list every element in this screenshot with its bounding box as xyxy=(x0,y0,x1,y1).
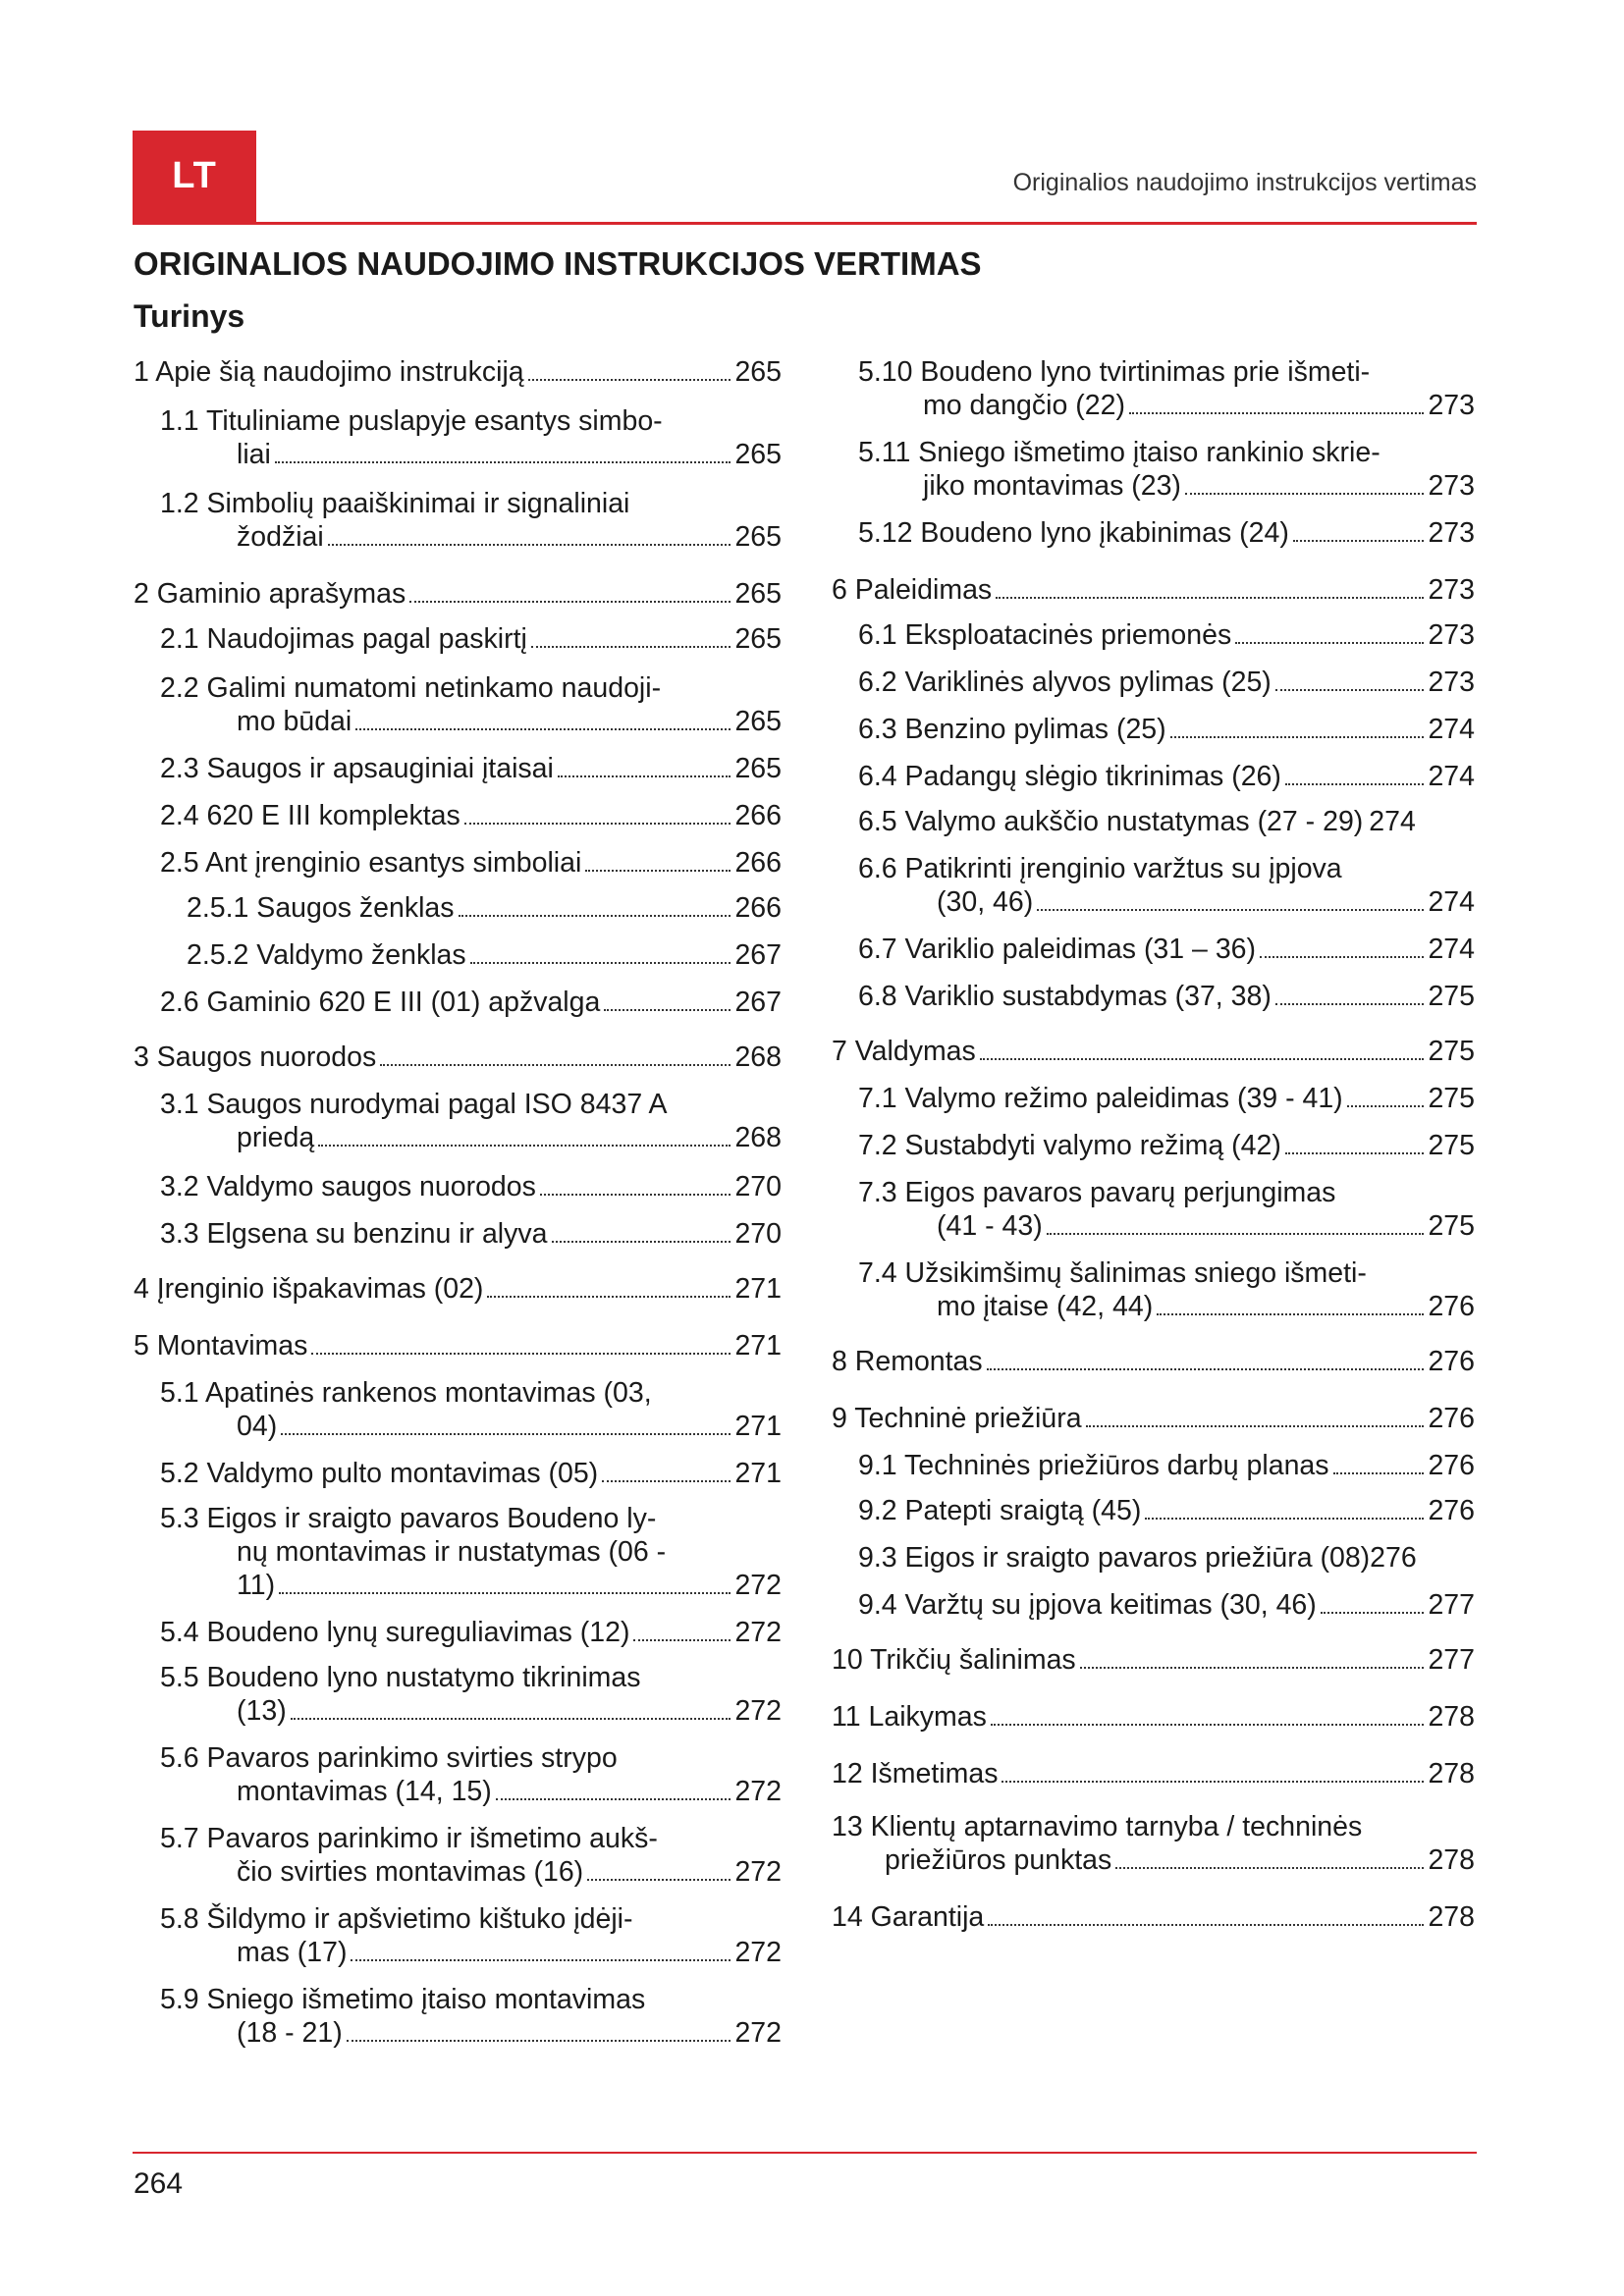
toc-entry[interactable]: 5.4 Boudeno lynų sureguliavimas (12) 272 xyxy=(160,1617,782,1648)
toc-entry[interactable]: 2.4 620 E III komplektas 266 xyxy=(160,800,782,831)
toc-entry[interactable]: 1 Apie šią naudojimo instrukciją 265 xyxy=(134,356,782,388)
toc-entry[interactable]: 6.1 Eksploatacinės priemonės 273 xyxy=(858,619,1475,651)
toc-entry[interactable]: 12 Išmetimas 278 xyxy=(832,1758,1475,1789)
document-title: ORIGINALIOS NAUDOJIMO INSTRUKCIJOS VERTIMAS xyxy=(134,245,982,282)
toc-entry[interactable]: 2.2 Galimi numatomi netinkamo naudoji- xyxy=(160,672,662,704)
toc-entry[interactable]: 7 Valdymas 275 xyxy=(832,1036,1475,1067)
toc-entry[interactable]: 5.9 Sniego išmetimo įtaiso montavimas xyxy=(160,1984,646,2015)
toc-entry[interactable]: 5.3 Eigos ir sraigto pavaros Boudeno ly- xyxy=(160,1503,657,1534)
toc-entry[interactable]: 9.3 Eigos ir sraigto pavaros priežiūra (08) 276 xyxy=(858,1542,1417,1574)
toc-entry[interactable]: 9.1 Techninės priežiūros darbų planas 276 xyxy=(858,1450,1475,1481)
toc-entry-cont[interactable]: 04) 271 xyxy=(237,1411,782,1442)
toc-entry[interactable]: 5.5 Boudeno lyno nustatymo tikrinimas xyxy=(160,1662,641,1693)
toc-entry[interactable]: 6.8 Variklio sustabdymas (37, 38) 275 xyxy=(858,981,1475,1012)
toc-entry[interactable]: 13 Klientų aptarnavimo tarnyba / techninės xyxy=(832,1811,1363,1842)
toc-entry[interactable]: 6.7 Variklio paleidimas (31 – 36) 274 xyxy=(858,934,1475,965)
toc-left-column xyxy=(134,355,782,2050)
toc-entry[interactable]: 2.6 Gaminio 620 E III (01) apžvalga 267 xyxy=(160,987,782,1018)
toc-entry[interactable]: 3 Saugos nuorodos 268 xyxy=(134,1041,782,1073)
toc-entry-cont[interactable]: montavimas (14, 15) 272 xyxy=(237,1776,782,1807)
toc-entry-cont[interactable]: mas (17) 272 xyxy=(237,1937,782,1968)
toc-entry[interactable]: 5.6 Pavaros parinkimo svirties strypo xyxy=(160,1742,618,1774)
toc-entry[interactable]: 5.1 Apatinės rankenos montavimas (03, xyxy=(160,1377,652,1409)
toc-entry[interactable]: 10 Trikčių šalinimas 277 xyxy=(832,1644,1475,1676)
toc-entry[interactable]: 7.2 Sustabdyti valymo režimą (42) 275 xyxy=(858,1130,1475,1161)
toc-entry[interactable]: 1.2 Simbolių paaiškinimai ir signaliniai xyxy=(160,488,630,519)
running-header-title: Originalios naudojimo instrukcijos vertimas xyxy=(1012,169,1477,196)
toc-entry-mid[interactable]: nų montavimas ir nustatymas (06 - xyxy=(237,1536,667,1568)
toc-entry[interactable]: 6.3 Benzino pylimas (25) 274 xyxy=(858,714,1475,745)
toc-entry[interactable]: 5 Montavimas 271 xyxy=(134,1330,782,1362)
toc-entry[interactable]: 7.1 Valymo režimo paleidimas (39 - 41) 275 xyxy=(858,1083,1475,1114)
toc-entry-cont[interactable]: (30, 46) 274 xyxy=(937,886,1475,918)
toc-entry[interactable]: 5.2 Valdymo pulto montavimas (05) 271 xyxy=(160,1458,782,1489)
toc-entry[interactable]: 9.2 Patepti sraigtą (45) 276 xyxy=(858,1495,1475,1526)
language-badge: LT xyxy=(133,131,256,222)
toc-entry[interactable]: 11 Laikymas 278 xyxy=(832,1701,1475,1733)
toc-entry-cont[interactable]: 11) 272 xyxy=(237,1570,782,1601)
toc-entry-cont[interactable]: mo būdai 265 xyxy=(237,706,782,737)
toc-entry[interactable]: 5.8 Šildymo ir apšvietimo kištuko įdėji- xyxy=(160,1903,633,1935)
toc-entry[interactable]: 5.10 Boudeno lyno tvirtinimas prie išmeti- xyxy=(858,356,1371,388)
toc-entry-cont[interactable]: (18 - 21) 272 xyxy=(237,2017,782,2049)
toc-entry-cont[interactable]: priežiūros punktas 278 xyxy=(885,1844,1475,1876)
toc-entry[interactable]: 2.5.2 Valdymo ženklas 267 xyxy=(187,939,782,971)
toc-entry[interactable]: 9 Techninė priežiūra 276 xyxy=(832,1403,1475,1434)
toc-entry-cont[interactable]: mo dangčio (22) 273 xyxy=(923,390,1475,421)
toc-entry[interactable]: 1.1 Tituliniame puslapyje esantys simbo- xyxy=(160,405,663,437)
footer-divider xyxy=(133,2152,1477,2154)
toc-entry[interactable]: 2.5.1 Saugos ženklas 266 xyxy=(187,892,782,924)
toc-entry[interactable]: 8 Remontas 276 xyxy=(832,1346,1475,1377)
toc-entry[interactable]: 5.7 Pavaros parinkimo ir išmetimo aukš- xyxy=(160,1823,658,1854)
toc-entry-cont[interactable]: (13) 272 xyxy=(237,1695,782,1727)
toc-entry[interactable]: 2 Gaminio aprašymas 265 xyxy=(134,578,782,610)
toc-entry[interactable]: 7.4 Užsikimšimų šalinimas sniego išmeti- xyxy=(858,1257,1367,1289)
toc-entry[interactable]: 3.3 Elgsena su benzinu ir alyva 270 xyxy=(160,1218,782,1250)
toc-entry-cont[interactable]: čio svirties montavimas (16) 272 xyxy=(237,1856,782,1888)
toc-entry[interactable]: 6.5 Valymo aukščio nustatymas (27 - 29) 274 xyxy=(858,806,1416,837)
header-divider xyxy=(133,222,1477,225)
toc-entry-cont[interactable]: (41 - 43) 275 xyxy=(937,1210,1475,1242)
toc-right-column xyxy=(832,355,1475,1934)
toc-entry[interactable]: 2.1 Naudojimas pagal paskirtį 265 xyxy=(160,623,782,655)
toc-entry[interactable]: 6 Paleidimas 273 xyxy=(832,574,1475,606)
toc-entry[interactable]: 5.11 Sniego išmetimo įtaiso rankinio skrie- xyxy=(858,437,1380,468)
toc-heading: Turinys xyxy=(134,298,245,334)
toc-entry[interactable]: 3.1 Saugos nurodymai pagal ISO 8437 A xyxy=(160,1089,668,1120)
toc-entry-cont[interactable]: mo įtaise (42, 44) 276 xyxy=(937,1291,1475,1322)
toc-entry[interactable]: 4 Įrenginio išpakavimas (02) 271 xyxy=(134,1273,782,1305)
toc-entry[interactable]: 2.3 Saugos ir apsauginiai įtaisai 265 xyxy=(160,753,782,784)
toc-entry[interactable]: 7.3 Eigos pavaros pavarų perjungimas xyxy=(858,1177,1336,1208)
toc-entry-cont[interactable]: liai 265 xyxy=(237,439,782,470)
toc-entry[interactable]: 6.6 Patikrinti įrenginio varžtus su įpjova xyxy=(858,853,1342,884)
toc-entry[interactable]: 6.4 Padangų slėgio tikrinimas (26) 274 xyxy=(858,761,1475,792)
page-number: 264 xyxy=(134,2167,184,2200)
toc-entry[interactable]: 9.4 Varžtų su įpjova keitimas (30, 46) 277 xyxy=(858,1589,1475,1621)
toc-entry[interactable]: 6.2 Variklinės alyvos pylimas (25) 273 xyxy=(858,667,1475,698)
toc-entry-cont[interactable]: priedą 268 xyxy=(237,1122,782,1153)
toc-entry[interactable]: 3.2 Valdymo saugos nuorodos 270 xyxy=(160,1171,782,1202)
toc-entry-cont[interactable]: žodžiai 265 xyxy=(237,521,782,553)
toc-entry[interactable]: 5.12 Boudeno lyno įkabinimas (24) 273 xyxy=(858,517,1475,549)
toc-entry[interactable]: 14 Garantija 278 xyxy=(832,1901,1475,1933)
toc-entry-cont[interactable]: jiko montavimas (23) 273 xyxy=(923,470,1475,502)
toc-entry[interactable]: 2.5 Ant įrenginio esantys simboliai 266 xyxy=(160,847,782,879)
